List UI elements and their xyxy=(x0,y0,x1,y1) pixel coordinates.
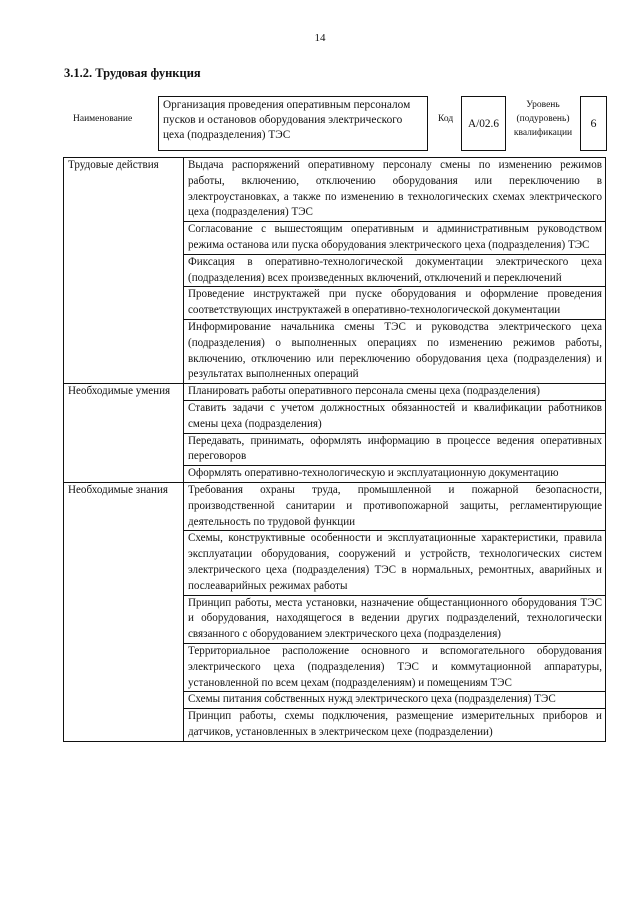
list-item: Требования охраны труда, промышленной и пожарной безопасности, производственной санитарии и противопожарной защиты, регламентирующие деятельность по трудовой функции xyxy=(184,482,606,530)
list-item: Проведение инструктажей при пуске оборудования и оформление проведения соответствующих инструктажей в оперативно-технологической документации xyxy=(184,287,606,320)
level-value-box: 6 xyxy=(580,96,607,151)
list-item: Схемы, конструктивные особенности и эксплуатационные характеристики, правила эксплуатации оборудования, сооружений и устройств, технологических систем электрического цеха (подразделения) ТЭС в нормальных, ремонтных, аварийных и послеаварийных режимах работы xyxy=(184,531,606,595)
list-item: Ставить задачи с учетом должностных обязанностей и квалификации работников смены цеха (подразделения) xyxy=(184,400,606,433)
list-item: Схемы питания собственных нужд электрического цеха (подразделения) ТЭС xyxy=(184,692,606,709)
name-label: Наименование xyxy=(73,114,133,124)
list-item: Оформлять оперативно-технологическую и эксплуатационную документацию xyxy=(184,466,606,483)
list-item: Передавать, принимать, оформлять информацию в процессе ведения оперативных переговоров xyxy=(184,433,606,466)
code-label: Код xyxy=(438,114,454,124)
category-knowledge: Необходимые знания xyxy=(64,482,184,741)
table-row xyxy=(64,482,606,530)
requirements-table xyxy=(63,157,606,742)
code-value-box: А/02.6 xyxy=(461,96,506,151)
function-name-box: Организация проведения оперативным персоналом пусков и остановов оборудования электрического цеха (подразделения) ТЭС xyxy=(158,96,428,151)
list-item: Территориальное расположение основного и вспомогательного оборудования электрического цеха (подразделения) ТЭС и коммутационной аппаратуры, установленной по всем цехам (подразделениям) и помещениям ТЭС xyxy=(184,643,606,691)
page-number: 14 xyxy=(314,32,326,44)
list-item: Планировать работы оперативного персонала смены цеха (подразделения) xyxy=(184,384,606,401)
list-item: Согласование с вышестоящим оперативным и административным руководством режима останова или пуска оборудования электрического цеха (подразделения) ТЭС xyxy=(184,222,606,255)
list-item: Информирование начальника смены ТЭС и руководства электрического цеха (подразделения) о выполненных операциях по изменению режимов работы, включению, отключению или переключению оборудования цеха (подразделения) и результатах выполненных операций xyxy=(184,319,606,383)
category-skills: Необходимые умения xyxy=(64,384,184,483)
section-title: 3.1.2. Трудовая функция xyxy=(64,66,201,80)
table-row xyxy=(64,384,606,401)
level-label: Уровень (подуровень) квалификации xyxy=(513,100,573,138)
category-labor-actions: Трудовые действия xyxy=(64,158,184,384)
list-item: Фиксация в оперативно-технологической документации электрического цеха (подразделения) всех произведенных включений, отключений и переключений xyxy=(184,254,606,287)
list-item: Выдача распоряжений оперативному персоналу смены по изменению режимов работы, включению, отключению оборудования или переключению в электроустановках, а также по изменению в технологических схемах электрического цеха (подразделения) ТЭС xyxy=(184,158,606,222)
list-item: Принцип работы, схемы подключения, размещение измерительных приборов и датчиков, установленных в электрическом цехе (подразделении) xyxy=(184,709,606,742)
list-item: Принцип работы, места установки, назначение общестанционного оборудования ТЭС и оборудования, находящегося в ведении других подразделений, технологически связанного с оборудованием электрического цеха (подразделения) xyxy=(184,595,606,643)
table-row xyxy=(64,158,606,222)
